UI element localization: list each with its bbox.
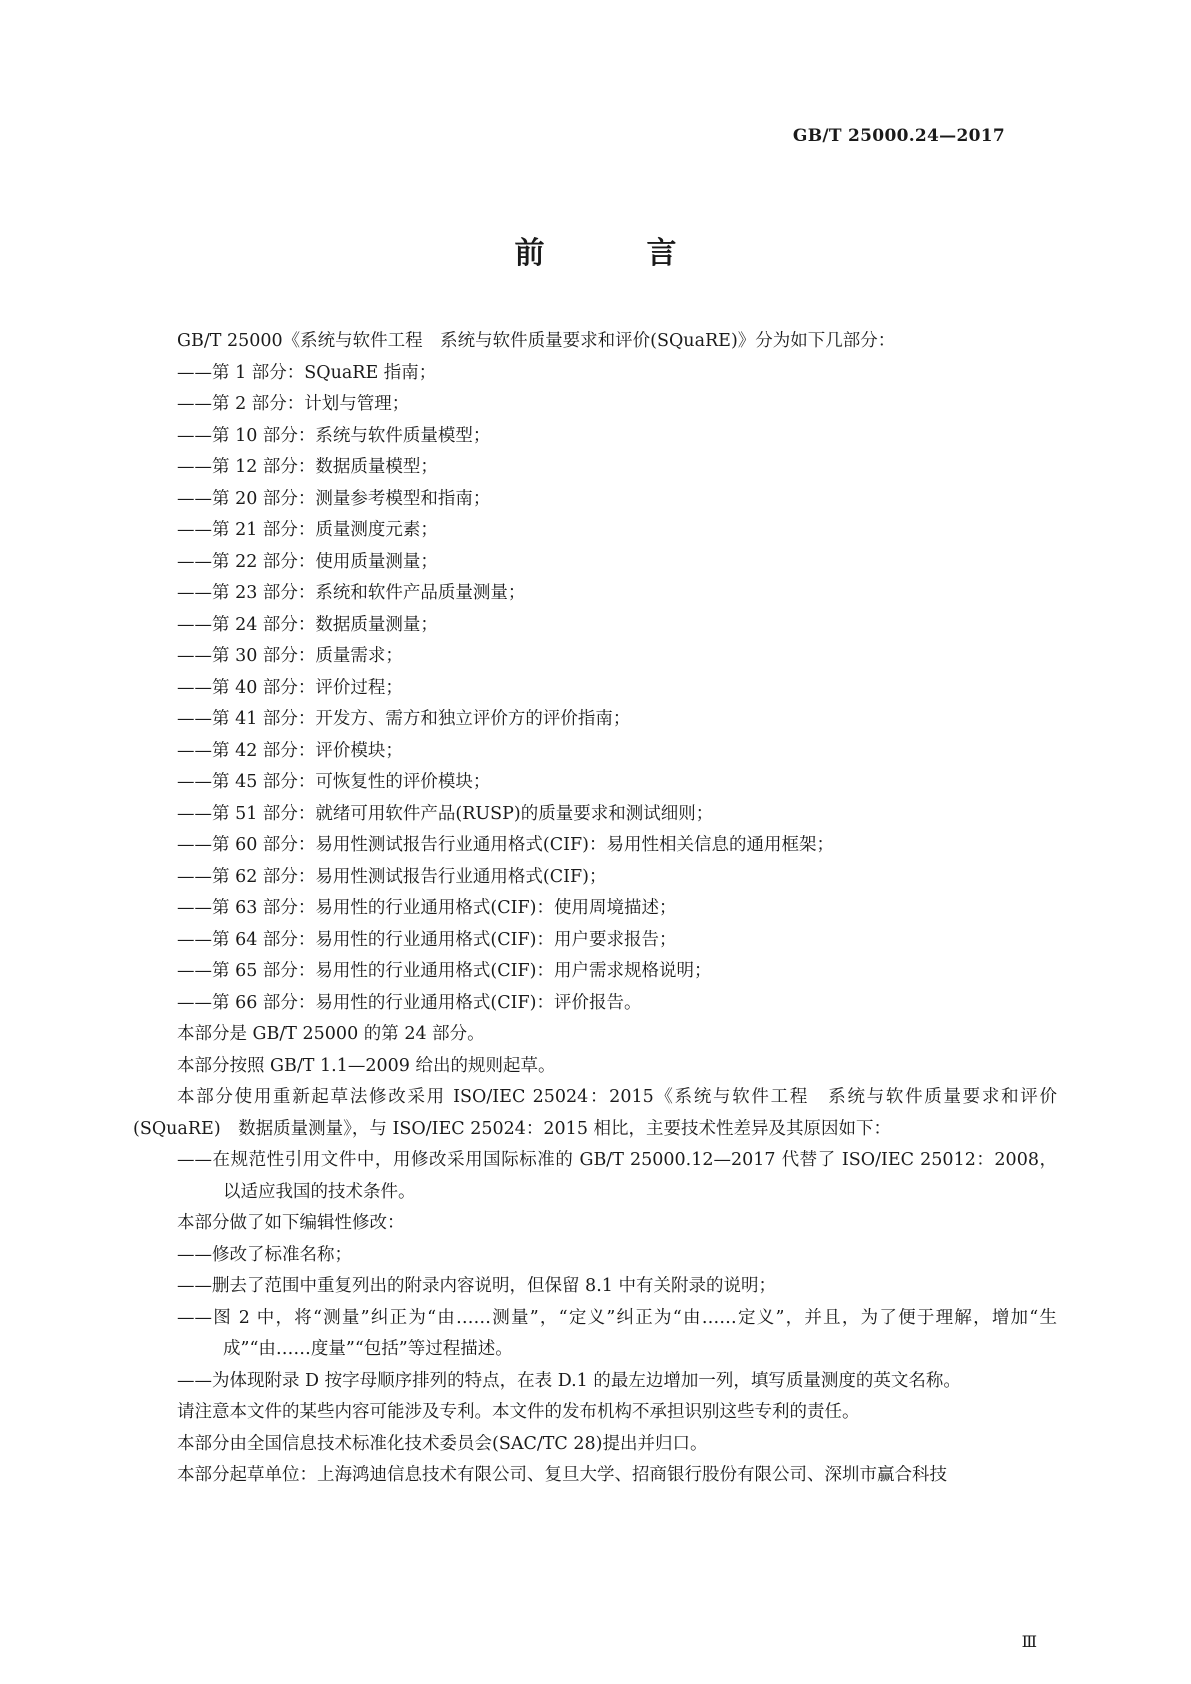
adoption-paragraph: 本部分使用重新起草法修改采用 ISO/IEC 25024：2015《系统与软件工程 系统与软件质量要求和评价(SQuaRE) 数据质量测量》，与 ISO/IEC 25024：2015 相比，主要技术性差异及其原因如下： [133, 1087, 1057, 1139]
list-item: ——第 10 部分：系统与软件质量模型； [177, 425, 491, 446]
page-number: Ⅲ [1021, 1632, 1037, 1651]
list-item: ——第 1 部分：SQuaRE 指南； [177, 362, 437, 383]
list-item: ——为体现附录 D 按字母顺序排列的特点，在表 D.1 的最左边增加一列，填写质量测度的英文名称。 [177, 1370, 961, 1391]
list-item: ——图 2 中，将“测量”纠正为“由……测量”，“定义”纠正为“由……定义”，并且，为了便于理解，增加“生成”“由……度量”“包括”等过程描述。 [177, 1307, 1057, 1359]
editorial-paragraph: 本部分做了如下编辑性修改： [177, 1213, 405, 1233]
list-item: ——第 21 部分：质量测度元素； [177, 520, 438, 540]
list-item: ——第 24 部分：数据质量测量； [177, 614, 438, 635]
list-item: ——第 65 部分：易用性的行业通用格式(CIF)：用户需求规格说明； [177, 961, 712, 981]
proposer-paragraph: 本部分由全国信息技术标准化技术委员会(SAC/TC 28)提出并归口。 [177, 1433, 708, 1454]
list-item: ——第 40 部分：评价过程； [177, 677, 403, 698]
list-item: ——第 20 部分：测量参考模型和指南； [177, 488, 491, 509]
list-item: ——第 51 部分：就绪可用软件产品(RUSP)的质量要求和测试细则； [177, 803, 714, 824]
list-item: ——第 60 部分：易用性测试报告行业通用格式(CIF)：易用性相关信息的通用框架； [177, 835, 834, 855]
list-item: ——第 64 部分：易用性的行业通用格式(CIF)：用户要求报告； [177, 929, 677, 950]
drafting-rules-paragraph: 本部分按照 GB/T 1.1—2009 给出的规则起草。 [177, 1055, 556, 1076]
standard-code: GB/T 25000.24—2017 [792, 126, 1005, 146]
parts-list [133, 358, 1057, 1020]
list-item: ——第 66 部分：易用性的行业通用格式(CIF)：评价报告。 [177, 992, 642, 1013]
technical-difference-item: ——在规范性引用文件中，用修改采用国际标准的 GB/T 25000.12—2017 代替了 ISO/IEC 25012：2008，以适应我国的技术条件。 [177, 1150, 1057, 1202]
drafters-paragraph: 本部分起草单位：上海鸿迪信息技术有限公司、复旦大学、招商银行股份有限公司、深圳市赢合科技 [177, 1465, 947, 1485]
list-item: ——修改了标准名称； [177, 1244, 352, 1265]
foreword-body [133, 326, 1057, 1492]
editorial-list [133, 1240, 1057, 1398]
list-item: ——第 41 部分：开发方、需方和独立评价方的评价指南； [177, 709, 631, 729]
list-item: ——第 22 部分：使用质量测量； [177, 551, 438, 572]
list-item: ——第 62 部分：易用性测试报告行业通用格式(CIF)； [177, 866, 607, 887]
list-item: ——第 23 部分：系统和软件产品质量测量； [177, 583, 526, 603]
list-item: ——第 12 部分：数据质量模型； [177, 457, 438, 477]
list-item: ——第 45 部分：可恢复性的评价模块； [177, 772, 491, 792]
list-item: ——第 63 部分：易用性的行业通用格式(CIF)：使用周境描述； [177, 898, 677, 918]
intro-paragraph: GB/T 25000《系统与软件工程 系统与软件质量要求和评价(SQuaRE)》分为如下几部分： [177, 331, 896, 351]
list-item: ——删去了范围中重复列出的附录内容说明，但保留 8.1 中有关附录的说明； [177, 1276, 776, 1296]
patent-paragraph: 请注意本文件的某些内容可能涉及专利。本文件的发布机构不承担识别这些专利的责任。 [177, 1402, 860, 1422]
list-item: ——第 42 部分：评价模块； [177, 740, 403, 761]
list-item: ——第 2 部分：计划与管理； [177, 394, 410, 414]
part-24-paragraph: 本部分是 GB/T 25000 的第 24 部分。 [177, 1024, 485, 1044]
page-title: 前 言 [514, 236, 713, 271]
list-item: ——第 30 部分：质量需求； [177, 646, 403, 666]
